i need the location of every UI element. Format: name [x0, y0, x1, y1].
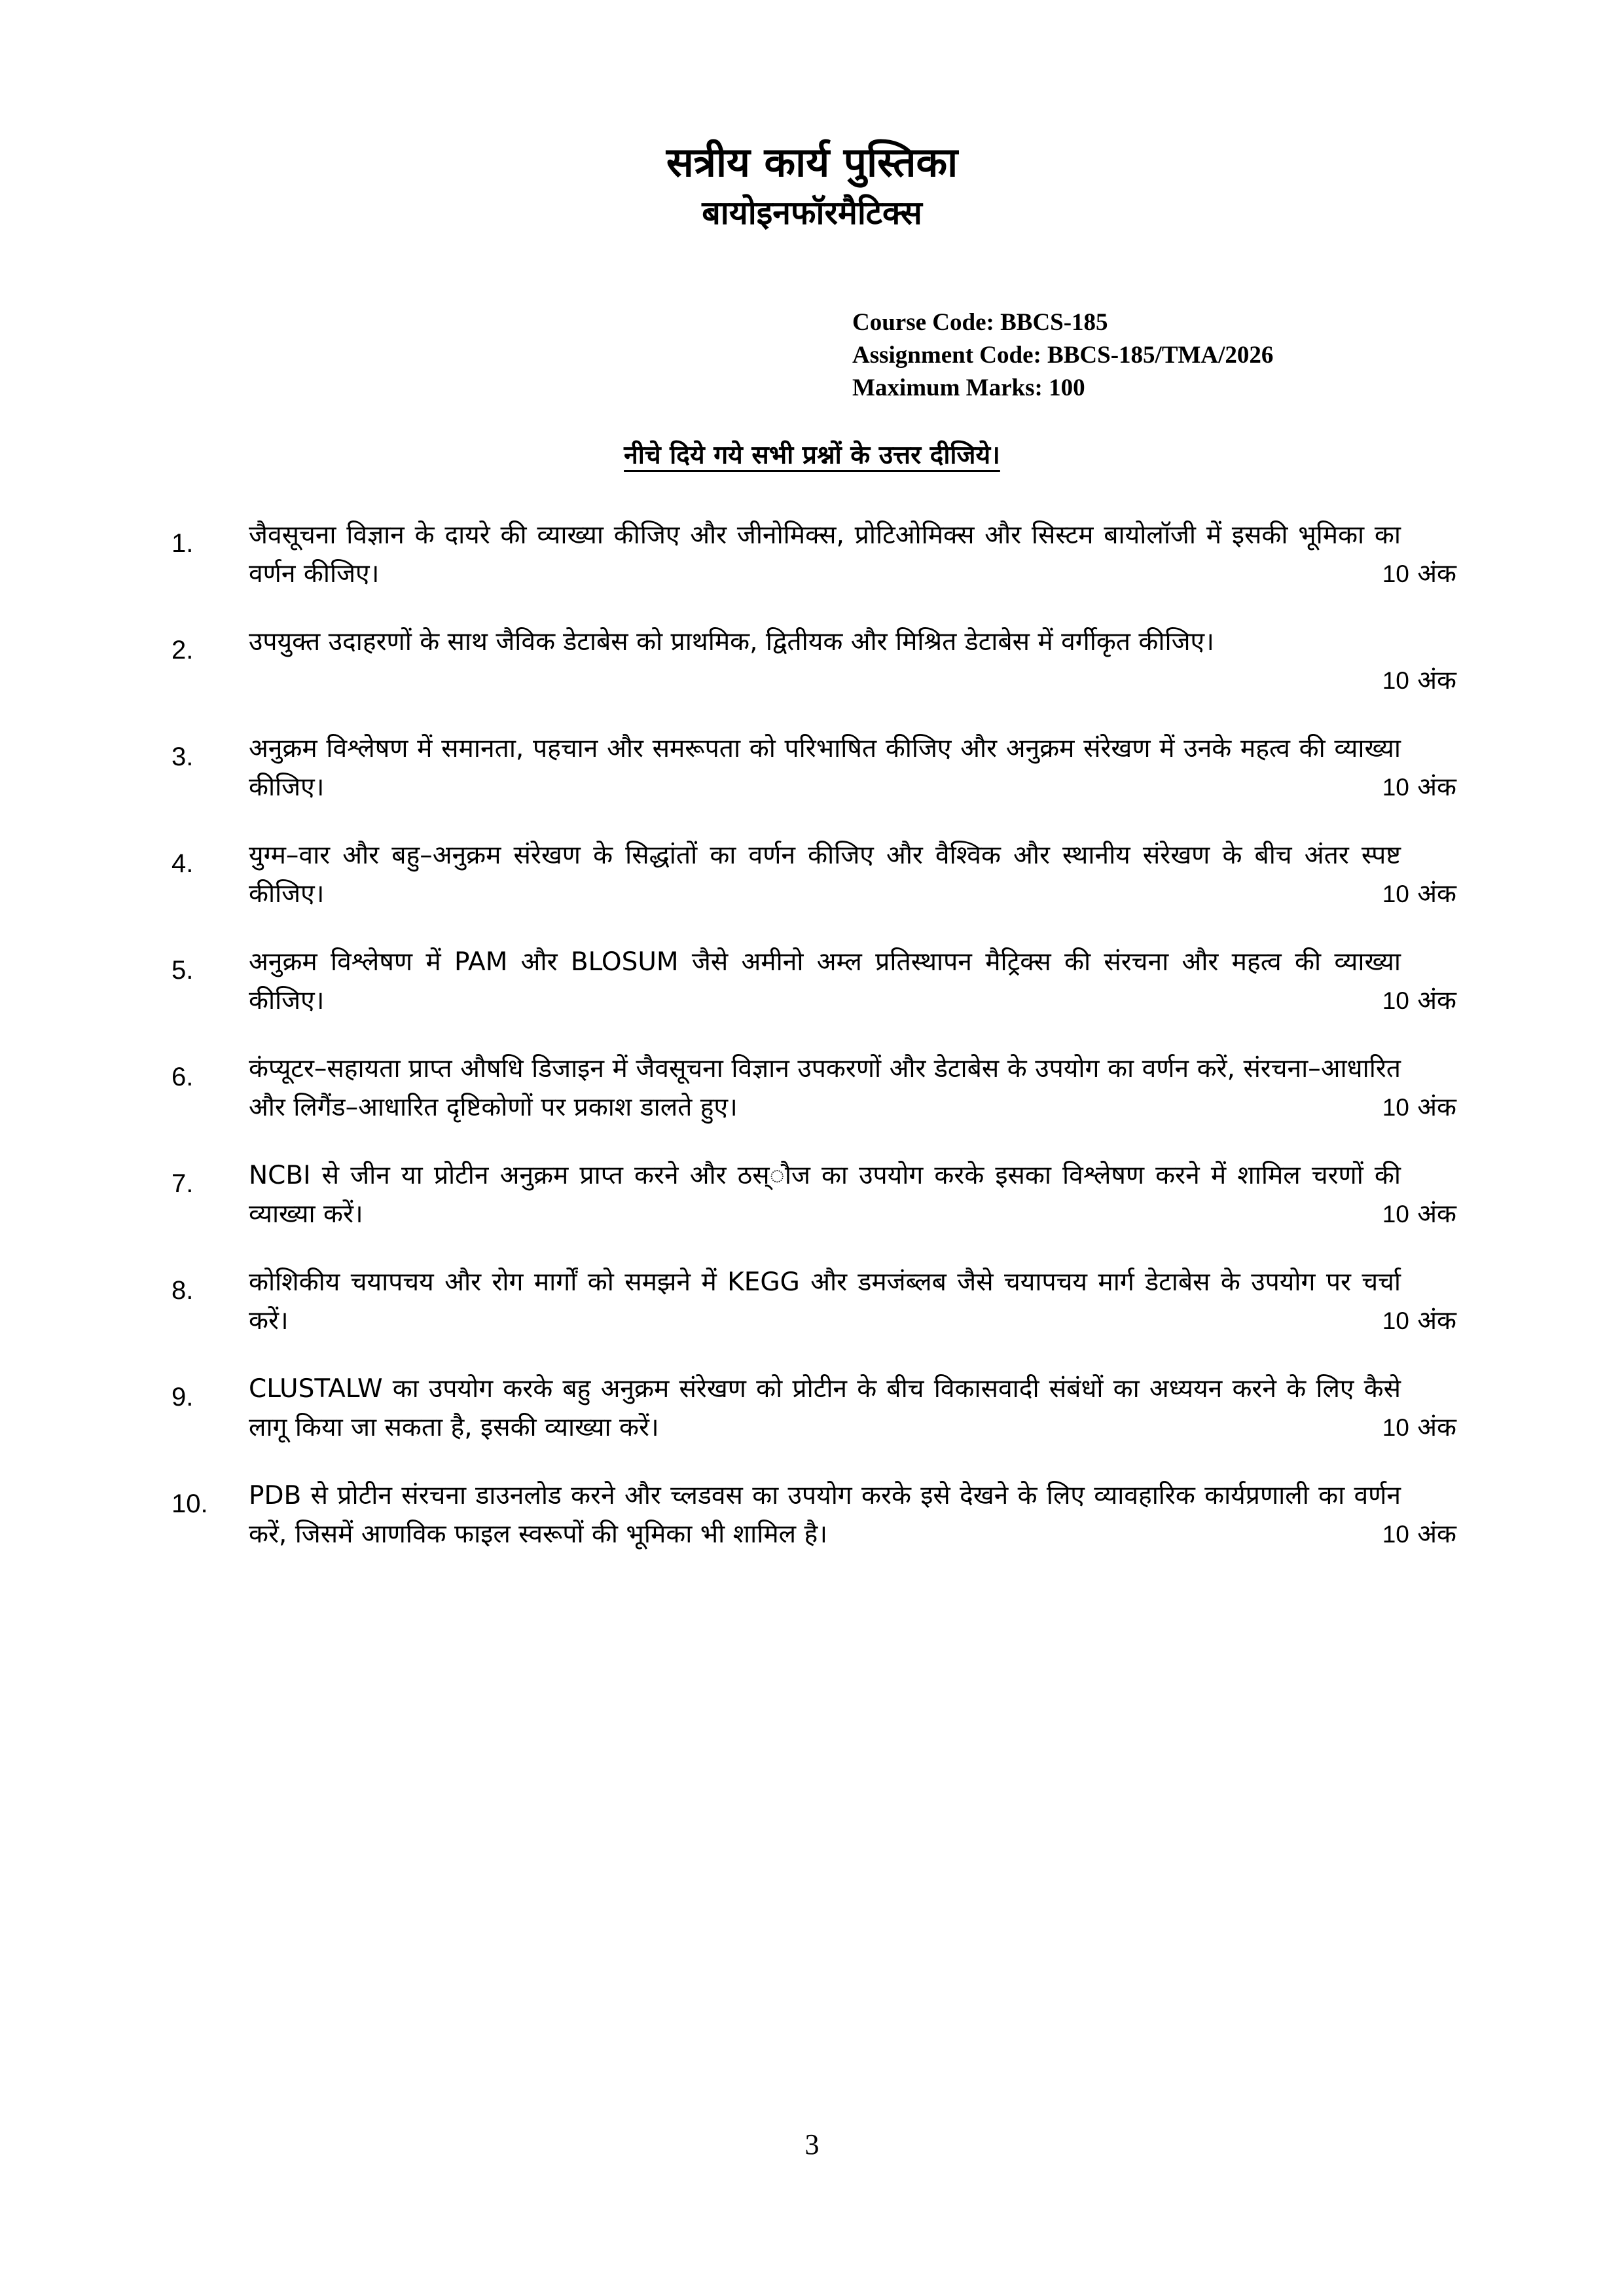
question-text: उपयुक्त उदाहरणों के साथ जैविक डेटाबेस को प्राथमिक, द्वितीयक और मिश्रित डेटाबेस में वर्गीकृत कीजिए।: [249, 627, 1214, 657]
question-number: 9.: [171, 1383, 194, 1412]
question-number: 3.: [171, 742, 194, 771]
marks-unit: अंक: [1417, 1199, 1456, 1229]
question-marks: [1382, 1515, 1456, 1554]
question-marks: [1382, 875, 1456, 913]
question-item: [171, 1156, 1513, 1263]
question-number: 2.: [171, 636, 194, 665]
marks-value: 10: [1382, 774, 1409, 801]
marks-value: 10: [1382, 881, 1409, 907]
question-text: जैवसूचना विज्ञान के दायरे की व्याख्या कीजिए और जीनोमिक्स, प्रोटिओमिक्स और सिस्टम बायोलॉजी में इसकी भूमिका का वर्णन कीजिए।: [249, 520, 1401, 589]
marks-unit: अंक: [1417, 1093, 1456, 1122]
question-marks: [1382, 1195, 1456, 1233]
question-text: युग्म–वार और बहु–अनुक्रम संरेखण के सिद्धांतों का वर्णन कीजिए और वैश्विक और स्थानीय संरेखण के बीच अंतर स्पष्ट कीजिए।: [249, 841, 1401, 909]
question-body: [249, 836, 1512, 913]
document-title: सत्रीय कार्य पुस्तिका: [666, 138, 958, 186]
question-body: [249, 1476, 1512, 1554]
maximum-marks: Maximum Marks: 100: [852, 374, 1085, 401]
question-number: 6.: [171, 1063, 194, 1091]
question-item: [171, 1370, 1513, 1476]
marks-value: 10: [1382, 1201, 1409, 1228]
marks-unit: अंक: [1417, 559, 1456, 589]
question-body: [249, 623, 1512, 695]
question-marks: [1382, 1302, 1456, 1340]
question-item: [171, 1476, 1513, 1583]
question-body: [249, 1049, 1512, 1127]
question-number: 5.: [171, 956, 194, 985]
marks-unit: अंक: [1417, 773, 1456, 802]
question-list: [171, 516, 1513, 1583]
question-item: [171, 1263, 1513, 1370]
question-text: कोशिकीय चयापचय और रोग मार्गों को समझने में KEGG और डमजंब्लब जैसे चयापचय मार्ग डेटाबेस के उपयोग पर चर्चा करें।: [249, 1267, 1401, 1336]
question-body: [249, 943, 1512, 1020]
question-item: [171, 943, 1513, 1049]
question-number: 10.: [171, 1489, 208, 1518]
question-marks: [1382, 981, 1456, 1020]
marks-unit: अंक: [1417, 1413, 1456, 1442]
marks-value: 10: [1382, 1094, 1409, 1121]
question-text: NCBI से जीन या प्रोटीन अनुक्रम प्राप्त करने और ठस्ौज का उपयोग करके इसका विश्लेषण करने में शामिल चरणों की व्याख्या करें।: [249, 1161, 1401, 1229]
document-subtitle: बायोइनफॉरमैटिक्स: [702, 194, 922, 232]
question-body: [249, 516, 1512, 593]
question-marks: [1382, 555, 1456, 593]
marks-unit: अंक: [1417, 879, 1456, 909]
marks-value: 10: [1382, 987, 1409, 1014]
marks-unit: अंक: [1417, 1520, 1456, 1549]
marks-value: 10: [1382, 560, 1409, 587]
marks-value: 10: [1382, 1521, 1409, 1548]
question-number: 1.: [171, 529, 194, 558]
question-text: अनुक्रम विश्लेषण में समानता, पहचान और समरूपता को परिभाषित कीजिए और अनुक्रम संरेखण में उनके महत्व की व्याख्या कीजिए।: [249, 734, 1401, 802]
question-item: [171, 516, 1513, 623]
question-text: CLUSTALW का उपयोग करके बहु अनुक्रम संरेखण को प्रोटीन के बीच विकासवादी संबंधों का अध्ययन करने के लिए कैसे लागू किया जा सकता है, इसकी व्याख्या करें।: [249, 1374, 1401, 1442]
question-number: 8.: [171, 1276, 194, 1305]
question-marks: [1382, 661, 1456, 700]
question-item: [171, 836, 1513, 943]
question-marks: [1382, 768, 1456, 807]
marks-value: 10: [1382, 1307, 1409, 1334]
marks-unit: अंक: [1417, 986, 1456, 1015]
question-number: 4.: [171, 849, 194, 878]
assignment-codes-block: [852, 306, 1273, 405]
question-text: अनुक्रम विश्लेषण में PAM और BLOSUM जैसे अमीनो अम्ल प्रतिस्थापन मैट्रिक्स की संरचना और महत्व की व्याख्या कीजिए।: [249, 947, 1401, 1015]
page-number: 3: [804, 2128, 820, 2160]
question-item: [171, 1049, 1513, 1156]
question-marks: [1382, 1408, 1456, 1447]
question-body: [249, 1370, 1512, 1447]
question-body: [249, 1156, 1512, 1233]
question-body: [249, 729, 1512, 807]
question-item: [171, 729, 1513, 836]
instruction-text: नीचे दिये गये सभी प्रश्नों के उत्तर दीजिये।: [624, 441, 1000, 470]
question-body: [249, 1263, 1512, 1340]
question-item: [171, 623, 1513, 729]
marks-value: 10: [1382, 667, 1409, 694]
question-number: 7.: [171, 1169, 194, 1198]
question-text: कंप्यूटर–सहायता प्राप्त औषधि डिजाइन में जैवसूचना विज्ञान उपकरणों और डेटाबेस के उपयोग का वर्णन करें, संरचना–आधारित और लिगैंड–आधारित दृष्टिकोणों पर प्रकाश डालते हुए।: [249, 1054, 1401, 1122]
marks-value: 10: [1382, 1414, 1409, 1441]
instruction-heading: [0, 437, 1624, 474]
assignment-code: Assignment Code: BBCS-185/TMA/2026: [852, 342, 1274, 369]
marks-unit: अंक: [1417, 1306, 1456, 1336]
marks-unit: अंक: [1417, 666, 1456, 695]
course-code: Course Code: BBCS-185: [852, 309, 1108, 336]
question-text: PDB से प्रोटीन संरचना डाउनलोड करने और च्लडवस का उपयोग करके इसे देखने के लिए व्यावहारिक कार्यप्रणाली का वर्णन करें, जिसमें आणविक फाइल स्वरूपों की भूमिका भी शामिल है।: [249, 1481, 1401, 1549]
question-marks: [1382, 1088, 1456, 1127]
